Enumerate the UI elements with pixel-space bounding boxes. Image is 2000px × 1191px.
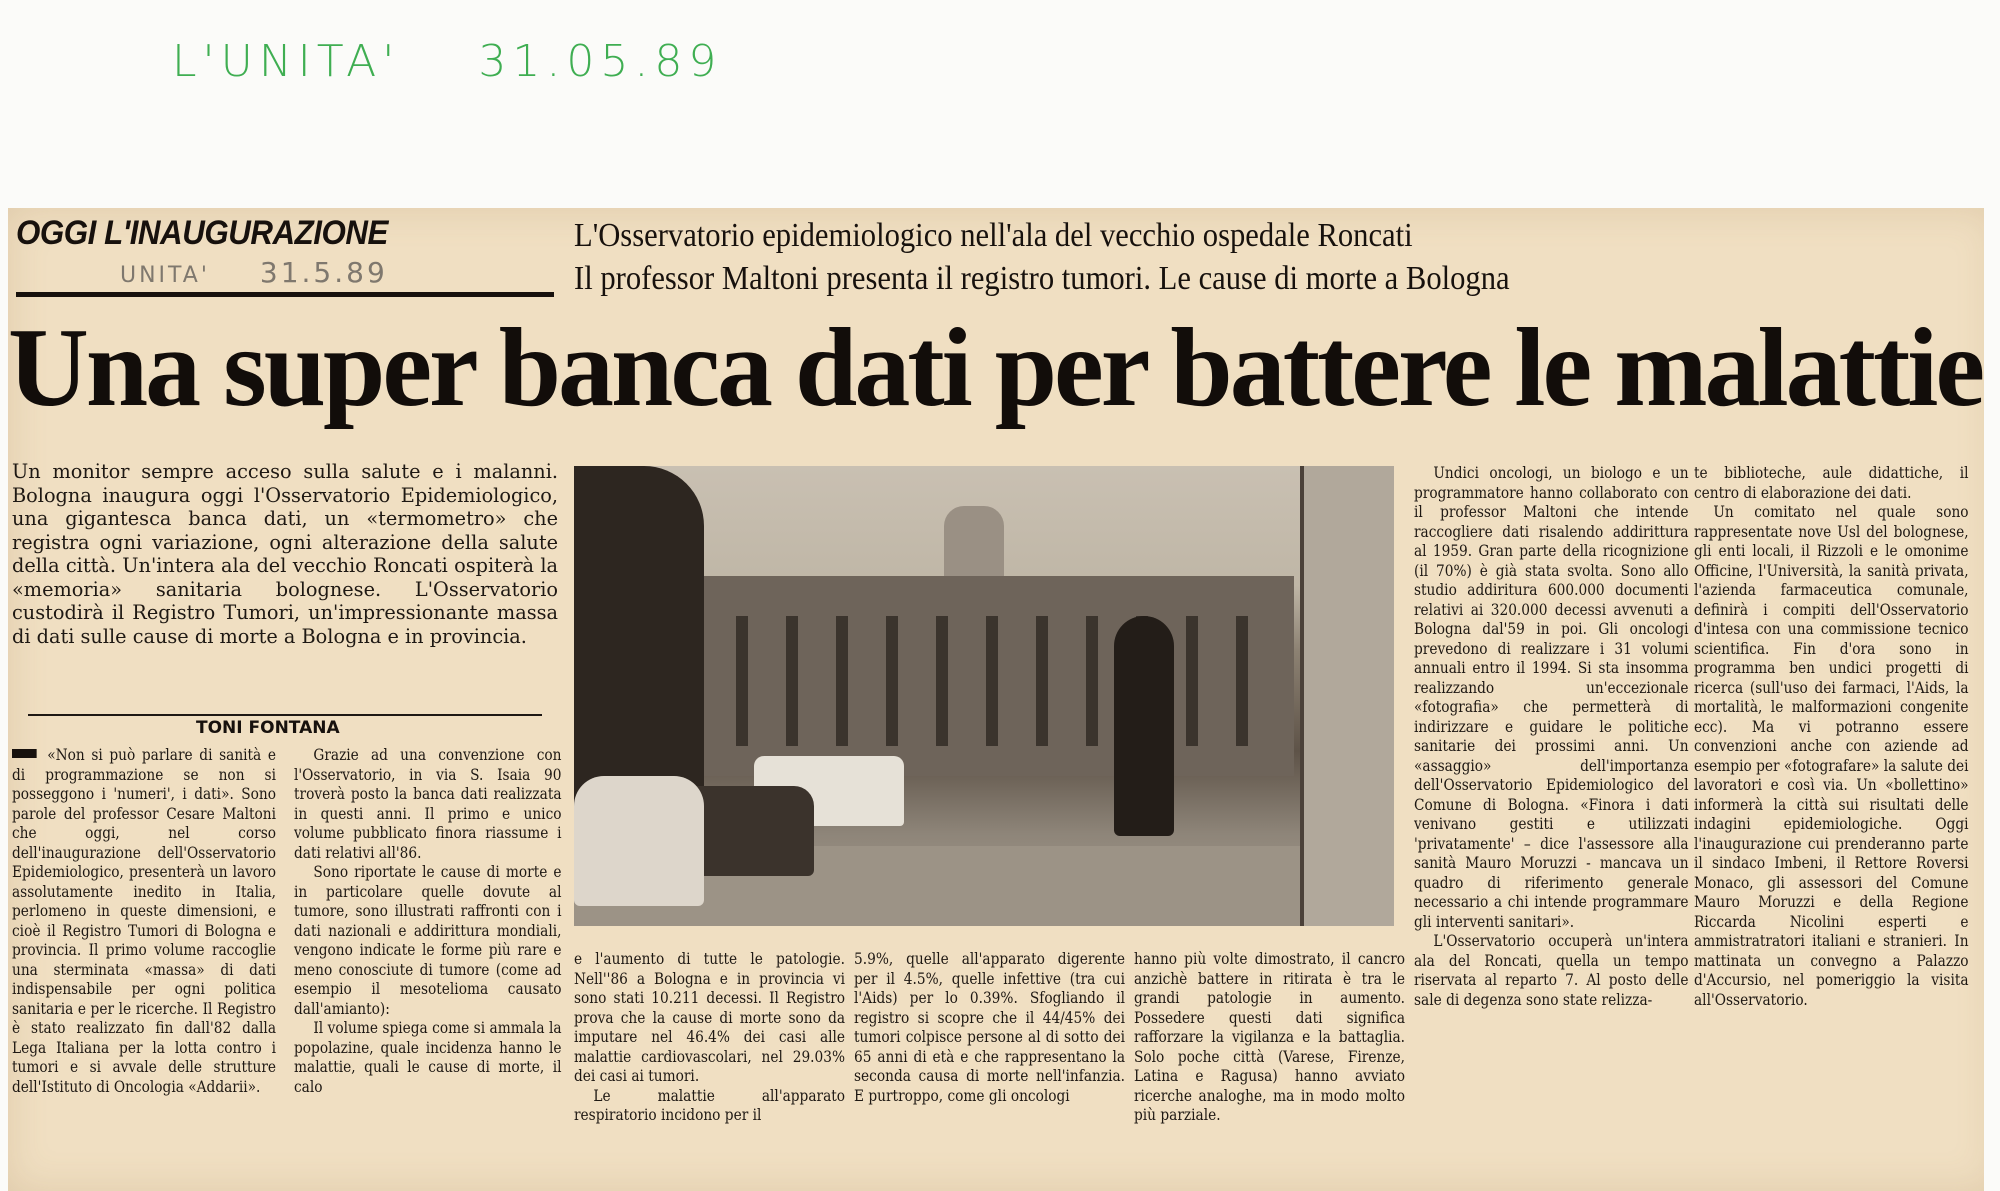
section-marker-icon [12, 749, 37, 758]
paragraph: L'Osservatorio occuperà un'intera ala del Roncati, quella un tempo riservata al reparto 7. Al posto delle sale di degenza sono state relizza- [1414, 932, 1689, 1009]
paragraph: te biblioteche, aule didattiche, il centro di elaborazione dei dati. [1694, 464, 1969, 502]
photo-windows [714, 616, 1274, 746]
newspaper-clipping [8, 208, 1996, 1191]
article-column-4 [854, 950, 1125, 1106]
paragraph: hanno più volte dimostrato, il cancro anzichè battere in ritirata è tra le grandi patologie in aumento. Possedere questi dati significa rafforzare la vigilanza e la battaglia. Solo poche città (Varese, Firenze, Latina e Ragusa) hanno avviato ricerche analoghe, ma in modo molto più parziale. [1134, 950, 1406, 1124]
paragraph: Sono riportate le cause di morte e in particolare quelle dovute al tumore, sono illustrati raffronti con i dati nazionali e addirittura mondiali, vengono indicate le forme più rare e meno conosciute di tumore (come ad esempio il mesotelioma causato dall'amianto): [294, 863, 562, 1018]
handwritten-source: L'UNITA' [172, 36, 401, 87]
paragraph: «Non si può parlare di sanità e di programmazione se non si posseggono i 'numeri', i dati». Sono parole del professor Cesare Maltoni che oggi, nel corso dell'inaugurazione dell'Osservatorio Epidemiologico, presenterà un lavoro assolutamente inedito in Italia, perlomeno in queste dimensioni, e cioè il Registro Tumori di Bologna e provincia. Il primo volume raccoglie una sterminata «massa» di dati indispensabile per ogni politica sanitaria e per le ricerche. Il Registro è stato realizzato fin dall'82 dalla Lega Italiana per la lotta contro i tumori e si avvale delle strutture dell'Istituto di Oncologia «Addarii». [12, 746, 277, 1096]
byline-rule [28, 714, 542, 716]
deck-line-2: Il professor Maltoni presenta il registro tumori. Le cause di morte a Bologna [574, 260, 1510, 297]
article-column-6 [1414, 464, 1689, 1010]
kicker-rule [16, 292, 554, 297]
article-column-2 [294, 746, 562, 1097]
pencil-source: UNITA' [120, 263, 210, 288]
deck [574, 214, 1510, 300]
handwritten-date: 31.05.89 [478, 36, 723, 87]
handwritten-source-note [172, 36, 722, 87]
pencil-date: 31.5.89 [259, 256, 388, 289]
paragraph: e l'aumento di tutte le patologie. Nell''86 a Bologna e in provincia vi sono stati 10.211 decessi. Il Registro prova che la cause di morte sono da imputare nel 46.4% dei casi alle malattie cardiovascolari, nel 29.03% dei casi ai tumori. [574, 950, 846, 1085]
lead-paragraph: Un monitor sempre acceso sulla salute e i malanni. Bologna inaugura oggi l'Osservatorio Epidemiologico, una gigantesca banca dati, un «termometro» che registra ogni variazione, ogni alterazione della salute della città. Un'intera ala del vecchio Roncati ospiterà la «memoria» sanitaria bolognese. L'Osservatorio custodirà il Registro Tumori, un'impressionante massa di dati sulle cause di morte a Bologna e in provincia. [12, 460, 558, 648]
photo-tower [944, 506, 1004, 586]
photo-cypress [1114, 616, 1174, 836]
hospital-photo [574, 466, 1394, 926]
paragraph: Il volume spiega come si ammala la popolazine, quale incidenza hanno le malattie, quali le cause di morte, il calo [294, 1019, 562, 1096]
paragraph: Undici oncologi, un biologo e un programmatore hanno collaborato con il professor Maltoni che intende raccogliere dati risalendo addirittura al 1959. Gran parte della ricognizione (il 70%) è già stata svolta. Sono allo studio addiritura 600.000 documenti relativi ai 320.000 decessi avvenuti a Bologna dal'59 in poi. Gli oncologi prevedono di realizzare i 31 volumi annuali entro il 1994. Si sta insomma realizzando un'eccezionale «fotografia» che permetterà di indirizzare e guidare le politiche sanitarie dei prossimi anni. Un «assaggio» dell'importanza dell'Osservatorio Epidemiologico del Comune di Bologna. «Finora i dati venivano gestiti e utilizzati 'privatamente' – dice l'assessore alla sanità Mauro Moruzzi - mancava un quadro di riferimento generale necessario a chi intende programmare gli interventi sanitari». [1414, 464, 1689, 931]
article-column-5 [1134, 950, 1405, 1126]
deck-line-1: L'Osservatorio epidemiologico nell'ala del vecchio ospedale Roncati [574, 217, 1413, 254]
pencil-source-note [120, 256, 388, 289]
paragraph: Le malattie all'apparato respiratorio incidono per il [574, 1086, 846, 1124]
headline: Una super banca dati per battere le malattie [8, 306, 1983, 430]
photo-side-building [1300, 466, 1394, 926]
paragraph: Un comitato nel quale sono rappresentate nove Usl del bolognese, gli enti locali, il Rizzoli e le omonime Officine, l'Università, la sanità privata, l'azienda farmaceutica comunale, definirà i compiti dell'Osservatorio d'intesa con una commissione tecnico scientifica. Fin d'ora sono in programma ben undici progetti di ricerca (sull'uso dei farmaci, l'Aids, la mortalità, le malformazioni congenite ecc). Ma vi potranno essere convenzioni anche con aziende ad esempio per «fotografare» la salute dei lavoratori e così via. Un «bollettino» informerà la città sui risultati delle indagini epidemiologiche. Oggi l'inaugurazione cui prenderanno parte il sindaco Imbeni, il Rettore Roversi Monaco, gli assessori del Comune Mauro Moruzzi e della Regione Riccarda Nicolini esperti e ammistratratori italiani e stranieri. In mattinata un convegno a Palazzo d'Accursio, nel pomeriggio la visita all'Osservatorio. [1694, 503, 1969, 1009]
article-column-1 [12, 746, 276, 1097]
paragraph: 5.9%, quelle all'apparato digerente per il 4.5%, quelle infettive (tra cui l'Aids) per lo 0.39%. Sfogliando il registro si scopre che il 44/45% dei tumori colpisce persone al di sotto dei 65 anni di età e che rappresentano la seconda causa di morte nell'infanzia. E purtroppo, come gli oncologi [854, 950, 1126, 1105]
article-column-7 [1694, 464, 1969, 1010]
byline: TONI FONTANA [196, 718, 340, 738]
photo-tree [574, 466, 704, 826]
article-column-3 [574, 950, 845, 1126]
photo-car [574, 776, 704, 906]
paragraph: Grazie ad una convenzione con l'Osservatorio, in via S. Isaia 90 troverà posto la banca dati realizzata in questi anni. Il primo e unico volume pubblicato finora riassume i dati relativi all'86. [294, 746, 562, 862]
kicker: OGGI L'INAUGURAZIONE [16, 214, 388, 252]
